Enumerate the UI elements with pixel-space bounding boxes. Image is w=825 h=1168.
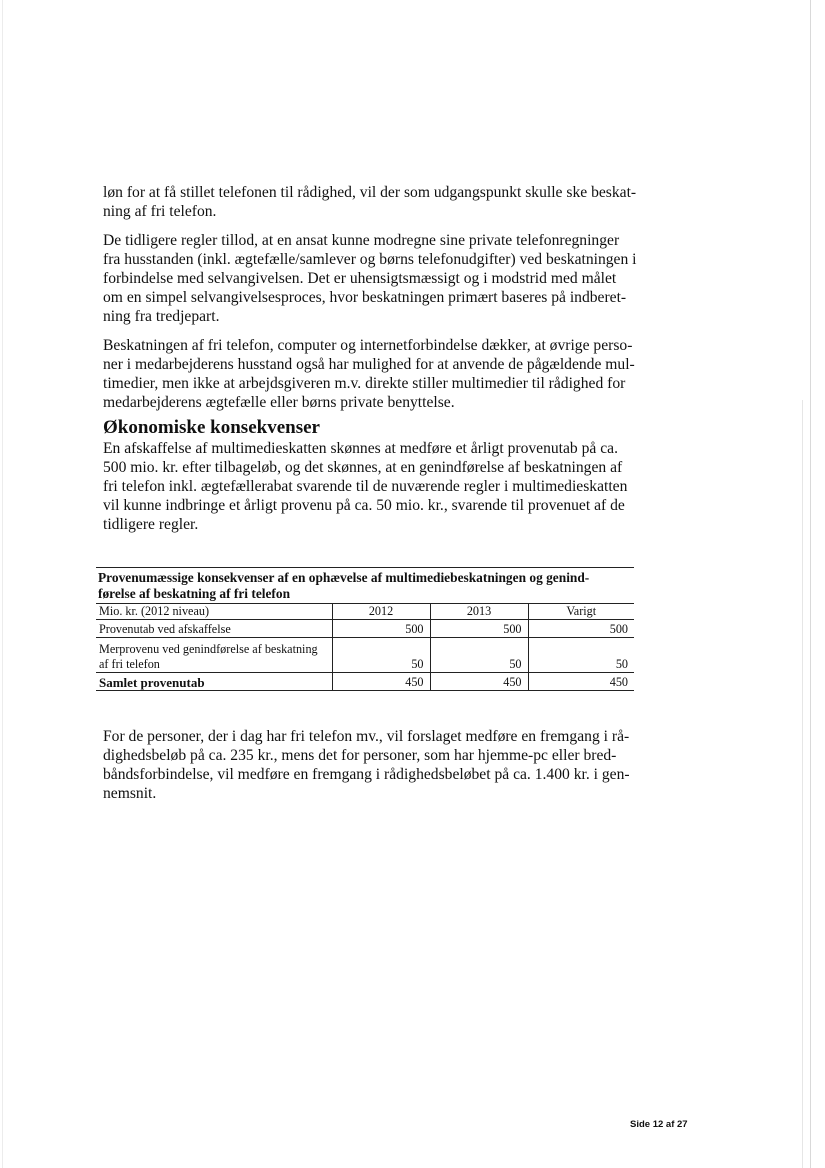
closing-paragraph (103, 727, 643, 803)
table-cell: 50 (430, 638, 528, 673)
table-cell: 500 (332, 620, 430, 638)
text-line: En afskaffelse af multimedieskatten skønnes at medføre et årligt provenutab på ca. (103, 440, 618, 457)
table-row-label: Provenutab ved afskaffelse (96, 620, 332, 638)
text-line: fri telefon inkl. ægtefællerabat svarende til de nuværende regler i multimedieskatten (103, 478, 628, 495)
page-number: Side 12 af 27 (630, 1119, 688, 1130)
text-line: vil kunne indbringe et årligt provenu på ca. 50 mio. kr., svarende til provenuet af de (103, 497, 625, 514)
text-line: ning af fri telefon. (103, 203, 217, 220)
table-total-row (96, 673, 634, 691)
table-cell: 450 (430, 673, 528, 691)
paragraph-4 (103, 439, 643, 534)
text-line: om en simpel selvangivelsesproces, hvor beskatningen primært baseres på indberet- (103, 289, 627, 306)
table-cell: 50 (528, 638, 634, 673)
table-cell: 450 (332, 673, 430, 691)
text-line: ning fra tredjepart. (103, 308, 220, 325)
text-line: Beskatningen af fri telefon, computer og internetforbindelse dækker, at øvrige perso- (103, 337, 633, 354)
paragraph-5 (103, 727, 643, 803)
table-cell: 450 (528, 673, 634, 691)
table-header-cell: 2013 (430, 604, 528, 620)
paragraph-3 (103, 336, 643, 412)
intro-paragraphs (103, 183, 643, 412)
table-row (96, 620, 634, 638)
text-line: forbindelse med selvangivelsen. Det er uhensigtsmæssigt og i modstrid med målet (103, 270, 617, 287)
scan-edge-right (810, 0, 811, 1168)
table-header-cell: Varigt (528, 604, 634, 620)
economic-paragraph (103, 439, 643, 534)
table-row (96, 638, 634, 673)
text-line: timedier, men ikke at arbejdsgiveren m.v. direkte stiller multimedier til rådighed for (103, 375, 626, 392)
text-line: 500 mio. kr. efter tilbageløb, og det skønnes, at en genindførelse af beskatningen af (103, 459, 623, 476)
text-line: medarbejderens ægtefælle eller børns private benyttelse. (103, 394, 455, 411)
table-cell: 500 (430, 620, 528, 638)
text-line: dighedsbeløb på ca. 235 kr., mens det for personer, som har hjemme-pc eller bred- (103, 747, 617, 764)
text-line: ner i medarbejderens husstand også har mulighed for at anvende de pågældende mul- (103, 356, 635, 373)
table-header-row (96, 604, 634, 620)
table-row-label (96, 638, 332, 673)
scan-edge-right-inner (802, 400, 803, 1168)
text-line: De tidligere regler tillod, at en ansat kunne modregne sine private telefonregninger (103, 232, 620, 249)
table-row-label-line: Merprovenu ved genindførelse af beskatning (99, 642, 318, 656)
section-heading: Økonomiske konsekvenser (103, 417, 320, 438)
text-line: fra husstanden (inkl. ægtefælle/samlever og børns telefonudgifter) ved beskatningen i (103, 251, 637, 268)
table-header-cell: 2012 (332, 604, 430, 620)
text-line: For de personer, der i dag har fri telefon mv., vil forslaget medføre en fremgang i rå- (103, 728, 630, 745)
table-cell: 50 (332, 638, 430, 673)
table-header-cell: Mio. kr. (2012 niveau) (96, 604, 332, 620)
table-caption-line: førelse af beskatning af fri telefon (98, 586, 291, 601)
table-cell: 500 (528, 620, 634, 638)
table-caption (96, 568, 634, 603)
revenue-table-grid (96, 603, 634, 691)
text-line: båndsforbindelse, vil medføre en fremgang i rådighedsbeløbet på ca. 1.400 kr. i gen- (103, 766, 630, 783)
paragraph-2 (103, 231, 643, 326)
scan-edge-left (2, 0, 3, 1168)
text-line: tidligere regler. (103, 516, 199, 533)
table-row-label-line: af fri telefon (99, 657, 160, 671)
text-line: løn for at få stillet telefonen til rådighed, vil der som udgangspunkt skulle ske beskat- (103, 184, 637, 201)
table-row-label: Samlet provenutab (96, 673, 332, 691)
table-caption-line: Provenumæssige konsekvenser af en ophævelse af multimediebeskatningen og genind- (98, 570, 590, 585)
text-line: nemsnit. (103, 785, 157, 802)
paragraph-1 (103, 183, 643, 221)
revenue-table (96, 567, 634, 691)
